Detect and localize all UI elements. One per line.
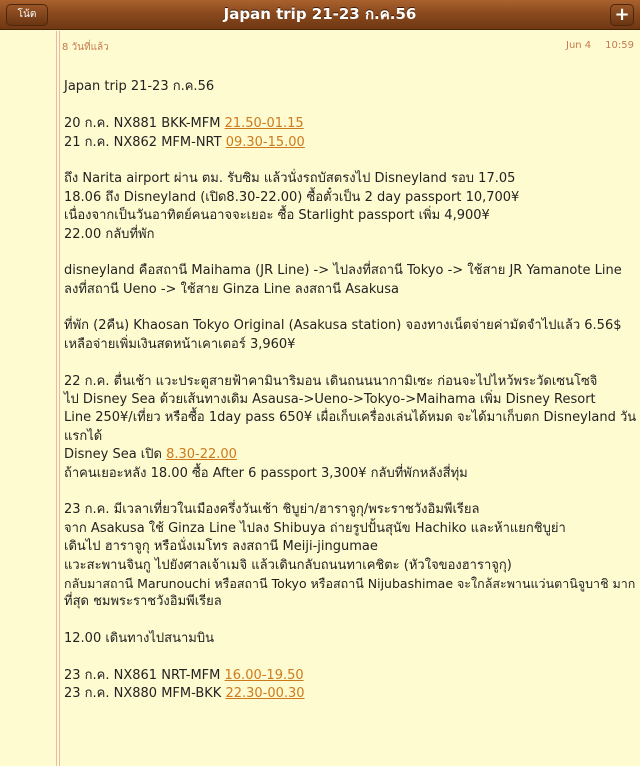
flight-time-link[interactable]: 22.30-00.30 — [225, 686, 305, 702]
flight-time-link[interactable]: 16.00-19.50 — [224, 667, 304, 683]
toolbar — [0, 0, 640, 30]
margin-line — [59, 31, 60, 766]
flight-line — [64, 115, 636, 133]
flight-line — [64, 685, 636, 703]
note-line: ไป Disney Sea ด้วยเส้นทางเดิม Asausa->Ueno->Tokyo->Maihama เพิ่ม Disney Resort — [64, 392, 596, 408]
note-line: ที่พัก (2คืน) Khaosan Tokyo Original (Asakusa station) จองทางเน็ตจ่ายค่ามัดจำไปแล้ว 6.56$ — [64, 318, 622, 334]
note-line: ถึง Narita airport ผ่าน ตม. รับซิม แล้วนั่งรถบัสตรงไป Disneyland รอบ 17.05 — [64, 171, 516, 187]
add-note-button[interactable]: + — [610, 4, 634, 26]
note-line: Line 250¥/เที่ยว หรือซื้อ 1day pass 650¥ เผื่อเก็บเครื่องเล่นได้หมด จะได้มาเก็บตก Disneyland วัน — [64, 410, 637, 426]
note-line: 23 ก.ค. มีเวลาเที่ยวในเมืองครึ่งวันเช้า ชิบูย่า/ฮาราจูกุ/พระราชวังอิมพีเรียล — [64, 502, 480, 518]
note-title: Japan trip 21-23 ก.ค.56 — [223, 5, 417, 23]
note-line: ถ้าคนเยอะหลัง 18.00 ซื้อ After 6 passport 3,300¥ กลับที่พักหลังสี่ทุ่ม — [64, 465, 468, 481]
note-line — [64, 446, 636, 464]
note-date: Jun 4 — [566, 40, 592, 51]
note-line: เหลือจ่ายเพิ่มเงินสดหน้าเคาเตอร์ 3,960¥ — [64, 336, 296, 352]
note-title-line: Japan trip 21-23 ก.ค.56 — [64, 79, 215, 95]
note-line: disneyland คือสถานี Maihama (JR Line) -> ไปลงที่สถานี Tokyo -> ใช้สาย JR Yamanote Line — [64, 263, 622, 279]
note-line: แวะสะพานจินกู ไปยังศาลเจ้าเมจิ แล้วเดินกลับถนนทาเคชิตะ (หัวใจของฮาราจูกุ) — [64, 557, 512, 573]
note-line: 22 ก.ค. ตื่นเช้า แวะประตูสายฟ้าคามินาริมอน เดินถนนนากามิเซะ ก่อนจะไปไหว้พระวัดเซนโซจิ — [64, 373, 598, 389]
relative-date: 8 วันที่แล้ว — [62, 42, 109, 53]
note-line: 18.06 ถึง Disneyland (เปิด8.30-22.00) ซื้อตั๋วเป็น 2 day passport 10,700¥ — [64, 189, 520, 205]
note-line: ลงที่สถานี Ueno -> ใช้สาย Ginza Line ลงสถานี Asakusa — [64, 281, 399, 297]
flight-line — [64, 667, 636, 685]
margin-line — [56, 31, 57, 766]
hours-info: Disney Sea เปิด — [64, 447, 167, 463]
note-timestamp — [566, 40, 634, 54]
note-line: เนื่องจากเป็นวันอาทิตย์คนอาจจะเยอะ ซื้อ Starlight passport เพิ่ม 4,900¥ — [64, 208, 490, 224]
flight-line — [64, 134, 636, 152]
flight-info: 23 ก.ค. NX880 MFM-BKK — [64, 686, 226, 702]
note-line: 22.00 กลับที่พัก — [64, 226, 155, 242]
note-line: แรกได้ — [64, 428, 103, 444]
flight-info: 23 ก.ค. NX861 NRT-MFM — [64, 667, 225, 683]
note-line: จาก Asakusa ใช้ Ginza Line ไปลง Shibuya ถ่ายรูปปั้นสุนัข Hachiko และห้าแยกชิบูย่า — [64, 520, 566, 536]
note-time: 10:59 — [605, 40, 634, 51]
hours-link[interactable]: 8.30-22.00 — [166, 447, 237, 463]
note-line: 12.00 เดินทางไปสนามบิน — [64, 631, 214, 647]
notes-back-button[interactable]: โน้ต — [6, 4, 48, 26]
note-line: เดินไป ฮาราจูกุ หรือนั่งเมโทร ลงสถานี Meiji-jingumae — [64, 539, 378, 555]
note-line: กลับมาสถานี Marunouchi หรือสถานี Tokyo หรือสถานี Nijubashimae จะใกล้สะพานแว่นตานิจูบาชิ มาก — [64, 575, 636, 591]
note-line: ที่สุด ชมพระราชวังอิมพีเรียล — [64, 594, 222, 610]
flight-time-link[interactable]: 21.50-01.15 — [224, 116, 304, 132]
flight-info: 20 ก.ค. NX881 BKK-MFM — [64, 116, 225, 132]
flight-info: 21 ก.ค. NX862 MFM-NRT — [64, 134, 226, 150]
note-body[interactable] — [64, 60, 636, 704]
flight-time-link[interactable]: 09.30-15.00 — [225, 134, 305, 150]
